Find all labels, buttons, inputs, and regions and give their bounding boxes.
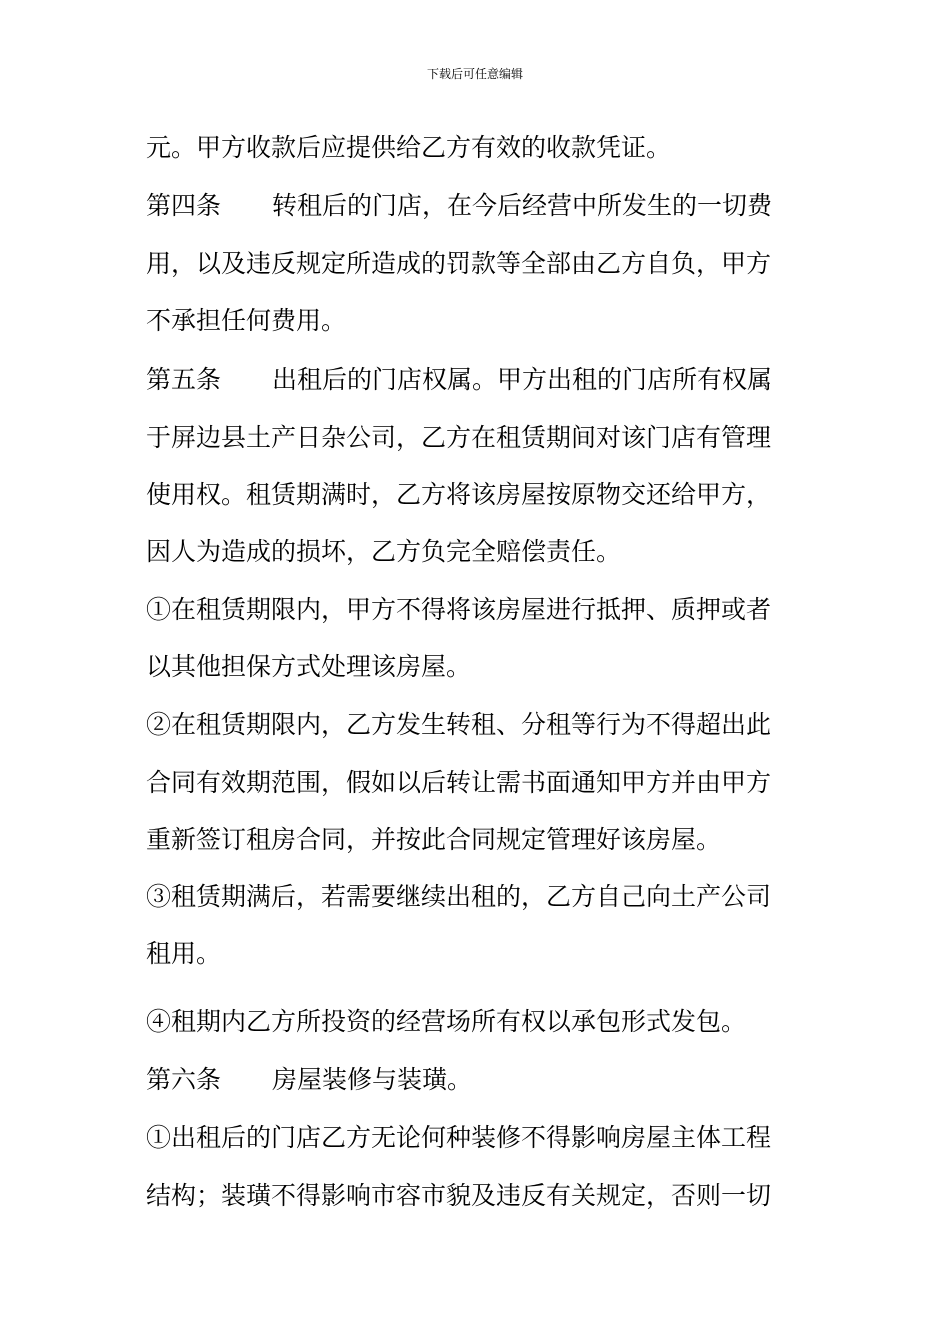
- text-line: [146, 650, 471, 684]
- line-text: 房屋装修与装璜。: [272, 1065, 473, 1094]
- text-line: [146, 937, 221, 971]
- text-line: [146, 1005, 746, 1039]
- text-line: [146, 1179, 771, 1213]
- line-text: 结构；装璜不得影响市容市貌及违反有关规定，否则一切: [146, 1181, 772, 1210]
- text-line: [146, 535, 621, 569]
- line-text: 合同有效期范围，假如以后转让需书面通知甲方并由甲方: [146, 768, 772, 797]
- line-text: ②在租赁期限内，乙方发生转租、分租等行为不得超出此: [146, 710, 772, 739]
- text-line: [146, 708, 771, 742]
- text-line: [146, 593, 771, 627]
- line-text: ④租期内乙方所投资的经营场所有权以承包形式发包。: [146, 1007, 747, 1036]
- text-line: [146, 247, 771, 281]
- line-text: 重新签订租房合同，并按此合同规定管理好该房屋。: [146, 825, 722, 854]
- text-line: [146, 478, 771, 512]
- line-text: 使用权。租赁期满时，乙方将该房屋按原物交还给甲方，: [146, 480, 772, 509]
- line-text: 出租后的门店权属。甲方出租的门店所有权属: [272, 365, 773, 394]
- line-text: 以其他担保方式处理该房屋。: [146, 652, 472, 681]
- line-text: 于屏边县土产日杂公司，乙方在租赁期间对该门店有管理: [146, 423, 772, 452]
- page-header: 下载后可任意编辑: [426, 67, 523, 81]
- text-line: [146, 189, 772, 223]
- line-text: 用，以及违反规定所造成的罚款等全部由乙方自负，甲方: [146, 249, 772, 278]
- line-text: ③租赁期满后，若需要继续出租的，乙方自己向土产公司: [146, 882, 772, 911]
- article-label: 第六条: [146, 1065, 222, 1094]
- line-text: 租用。: [146, 939, 222, 968]
- line-text: ①出租后的门店乙方无论何种装修不得影响房屋主体工程: [146, 1123, 772, 1152]
- text-line: [146, 880, 771, 914]
- line-text: 因人为造成的损坏，乙方负完全赔偿责任。: [146, 537, 622, 566]
- article-label: 第四条: [146, 191, 222, 220]
- line-text: ①在租赁期限内，甲方不得将该房屋进行抵押、质押或者: [146, 595, 772, 624]
- line-text: 元。甲方收款后应提供给乙方有效的收款凭证。: [146, 133, 672, 162]
- text-line: [146, 131, 671, 165]
- line-text: 转租后的门店，在今后经营中所发生的一切费: [272, 191, 773, 220]
- text-line: [146, 1121, 771, 1155]
- text-line: [146, 823, 721, 857]
- text-line: [146, 363, 772, 397]
- text-line: [146, 1063, 472, 1097]
- line-text: 不承担任何费用。: [146, 306, 347, 335]
- text-line: [146, 304, 346, 338]
- text-line: [146, 766, 771, 800]
- article-label: 第五条: [146, 365, 222, 394]
- text-line: [146, 421, 771, 455]
